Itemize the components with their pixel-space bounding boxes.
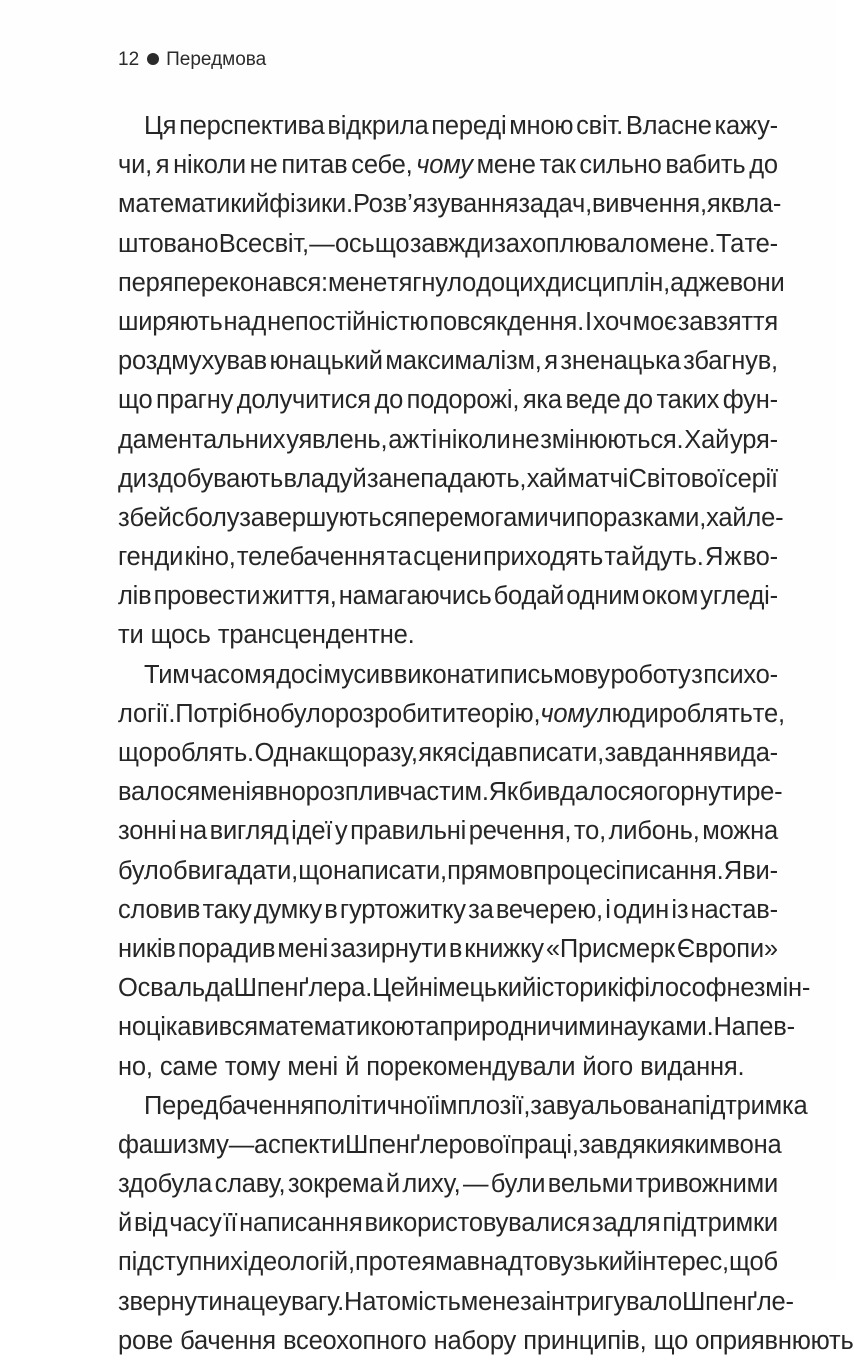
text-line: лів провести життя, намагаючись бодай одним оком угледі-: [118, 582, 778, 611]
text-line: ди здобувають владу й занепадають, хай матчі Світової серії: [118, 464, 778, 493]
text-line: Тим часом я досі мусив виконати письмову роботу з психо-: [144, 660, 778, 689]
text-line: даментальних уявлень, аж ті ніколи не змінюються. Хай уря-: [118, 425, 778, 454]
running-head: [118, 48, 266, 72]
body-text: [118, 107, 854, 1361]
text-line: валося мені явно розпливчастим. Якби вдалося огорнути ре-: [118, 778, 783, 807]
text-line: но, саме тому мені й порекомендували його видання.: [118, 1052, 745, 1081]
paragraph: [118, 107, 785, 656]
text-line: ти щось трансцендентне.: [118, 621, 415, 650]
text-line: з бейсболу завершуються перемогами чи поразками, хай ле-: [118, 503, 784, 532]
text-line: чи, я ніколи не питав себе, чому мене так сильно вабить до: [118, 151, 778, 180]
text-line: но цікавився математикою та природничими науками. Напев-: [118, 1013, 795, 1042]
text-line: ширяють над непостійністю повсякдення. І хоч моє завзяття: [118, 307, 778, 336]
text-line: рове бачення всеохопного набору принципів, що оприявнюють: [118, 1326, 854, 1355]
text-line: Передбачення політичної імплозії, завуальована підтримка: [144, 1091, 808, 1120]
text-line: було б вигадати, що написати, прямо в процесі писання. Я ви-: [118, 856, 778, 885]
text-line: що роблять. Однак щоразу, як я сідав писати, завдання вида-: [118, 739, 778, 767]
text-line: підступних ідеологій, проте я мав надто вузький інтерес, щоб: [118, 1248, 778, 1277]
text-line: що прагну долучитися до подорожі, яка веде до таких фун-: [118, 386, 778, 415]
text-line: здобула славу, зокрема й лиху, — були вельми тривожними: [118, 1170, 778, 1199]
text-line: й від часу її написання використовувалися задля підтримки: [118, 1209, 778, 1238]
text-line: роздмухував юнацький максималізм, я зненацька збагнув,: [118, 347, 778, 376]
text-line: фашизму — аспекти Шпенґлерової праці, завдяки яким вона: [118, 1130, 782, 1159]
text-line: штовано Всесвіт, — ось що завжди захоплювало мене. Та те-: [118, 229, 778, 258]
text-line: Ця перспектива відкрила переді мною світ. Власне кажу-: [144, 112, 778, 140]
text-line: пер я переконався: мене тягнуло до цих дисциплін, адже вони: [118, 268, 785, 297]
text-line: словив таку думку в гуртожитку за вечерею, і один із настав-: [118, 895, 778, 924]
paragraph: [118, 1087, 854, 1361]
text-line: логії. Потрібно було розробити теорію, чому люди роблять те,: [118, 699, 785, 728]
text-line: математики й фізики. Розв’язування задач, вивчення, як вла-: [118, 190, 782, 219]
text-line: Освальда Шпенґлера. Цей німецький історик і філософ незмін-: [118, 974, 811, 1003]
text-line: ників порадив мені зазирнути в книжку «Присмерк Європи»: [118, 934, 778, 963]
text-line: зонні на вигляд ідеї у правильні речення, то, либонь, можна: [118, 817, 778, 846]
text-line: генди кіно, телебачення та сцени приходять та йдуть. Я ж во-: [118, 543, 778, 572]
page-number: 12: [118, 49, 140, 70]
bullet-separator-icon: [147, 53, 159, 65]
text-line: звернути на це увагу. Натомість мене заінтригувало Шпенґле-: [118, 1287, 794, 1316]
section-title: Передмова: [166, 49, 267, 70]
paragraph: [118, 656, 811, 1087]
